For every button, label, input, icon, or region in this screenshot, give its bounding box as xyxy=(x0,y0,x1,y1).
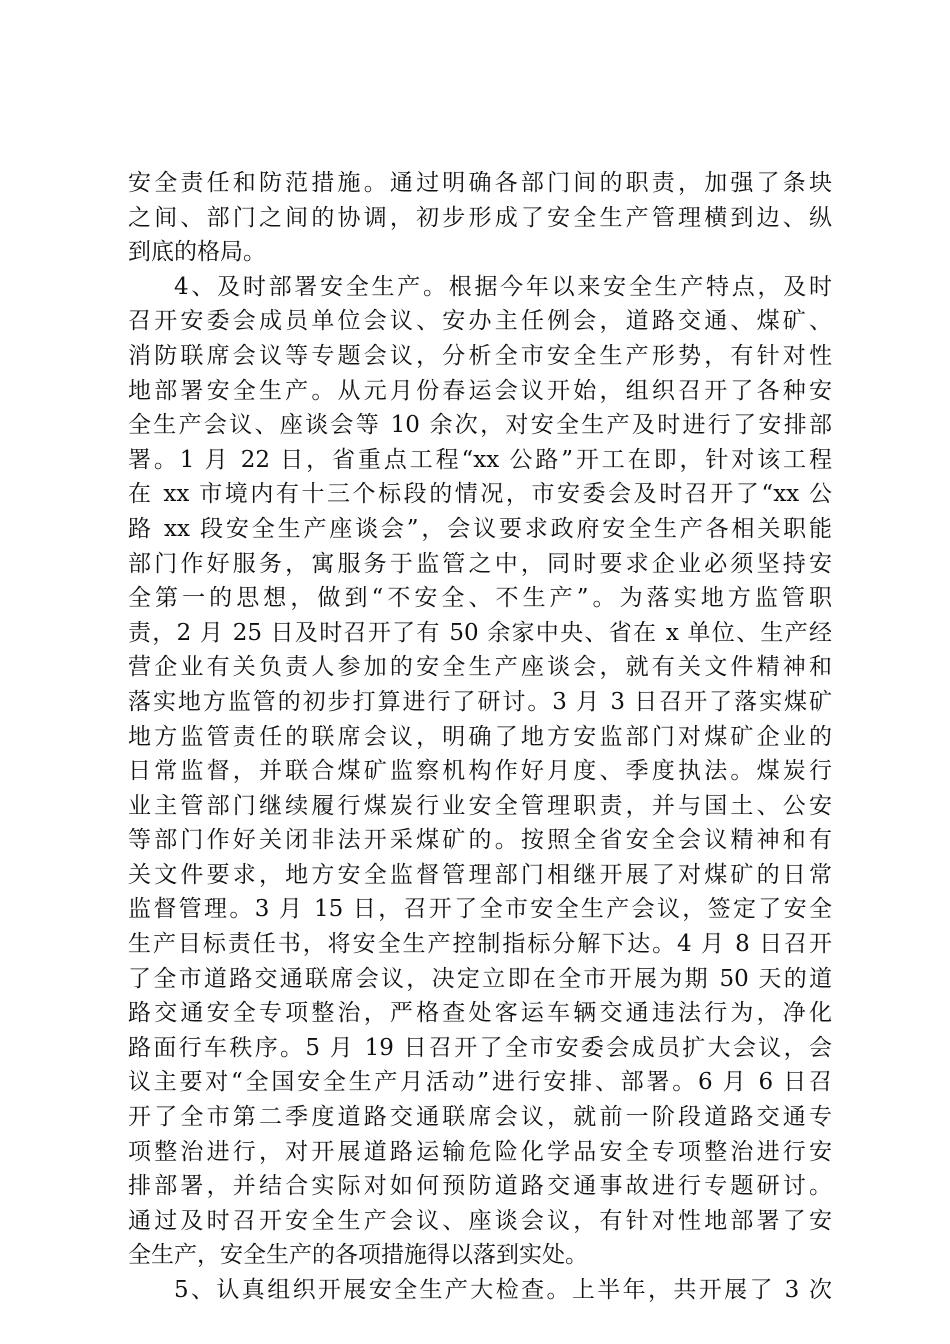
text-line: 地方监管责任的联席会议，明确了地方安监部门对煤矿企业的 xyxy=(128,723,832,750)
text-line: 路交通安全专项整治，严格查处客运车辆交通违法行为，净化 xyxy=(128,1000,832,1027)
paragraph xyxy=(128,1273,832,1308)
document-page xyxy=(128,166,832,1308)
text-line: 路面行车秩序。5 月 19 日召开了全市安委会成员扩大会议，会 xyxy=(128,1034,832,1061)
text-line: 全生产会议、座谈会等 10 余次，对安全生产及时进行了安排部 xyxy=(128,412,832,439)
text-line: 开了全市第二季度道路交通联席会议，就前一阶段道路交通专 xyxy=(128,1104,832,1131)
text-line: 部门作好服务，寓服务于监管之中，同时要求企业必须坚持安 xyxy=(128,550,832,577)
text-line: 日常监督，并联合煤矿监察机构作好月度、季度执法。煤炭行 xyxy=(128,758,832,785)
text-line: 安全责任和防范措施。通过明确各部门间的职责，加强了条块 xyxy=(128,170,832,196)
text-line: 全第一的思想，做到“不安全、不生产”。为落实地方监管职 xyxy=(128,585,832,612)
text-line: 到底的格局。 xyxy=(128,239,266,266)
text-line: 地部署安全生产。从元月份春运会议开始，组织召开了各种安 xyxy=(128,377,832,404)
text-line: 了全市道路交通联席会议，决定立即在全市开展为期 50 天的道 xyxy=(128,965,832,992)
paragraph xyxy=(128,270,832,1273)
text-line: 4、及时部署安全生产。根据今年以来安全生产特点，及时 xyxy=(174,273,832,300)
text-line: 落实地方监管的初步打算进行了研讨。3 月 3 日召开了落实煤矿 xyxy=(128,688,832,715)
text-line: 议主要对“全国安全生产月活动”进行安排、部署。6 月 6 日召 xyxy=(128,1069,832,1096)
text-line: 消防联席会议等专题会议，分析全市安全生产形势，有针对性 xyxy=(128,342,832,369)
text-line: 排部署，并结合实际对如何预防道路交通事故进行专题研讨。 xyxy=(128,1173,832,1200)
text-line: 等部门作好关闭非法开采煤矿的。按照全省安全会议精神和有 xyxy=(128,827,832,854)
text-line: 在 xx 市境内有十三个标段的情况，市安委会及时召开了“xx 公 xyxy=(128,481,832,508)
text-line: 之间、部门之间的协调，初步形成了安全生产管理横到边、纵 xyxy=(128,204,832,231)
text-line: 责，2 月 25 日及时召开了有 50 余家中央、省在 x 单位、生产经 xyxy=(128,619,832,646)
text-line: 5、认真组织开展安全生产大检查。上半年，共开展了 3 次 xyxy=(174,1277,832,1303)
text-line: 生产目标责任书，将安全生产控制指标分解下达。4 月 8 日召开 xyxy=(128,931,832,958)
text-line: 署。1 月 22 日，省重点工程“xx 公路”开工在即，针对该工程 xyxy=(128,446,832,473)
text-line: 营企业有关负责人参加的安全生产座谈会，就有关文件精神和 xyxy=(128,654,832,681)
text-line: 关文件要求，地方安全监督管理部门相继开展了对煤矿的日常 xyxy=(128,861,832,888)
text-line: 路 xx 段安全生产座谈会”，会议要求政府安全生产各相关职能 xyxy=(128,515,832,542)
text-line: 项整治进行，对开展道路运输危险化学品安全专项整治进行安 xyxy=(128,1138,832,1165)
text-line: 通过及时召开安全生产会议、座谈会议，有针对性地部署了安 xyxy=(128,1207,832,1234)
paragraph xyxy=(128,166,832,270)
text-line: 召开安委会成员单位会议、安办主任例会，道路交通、煤矿、 xyxy=(128,308,832,335)
text-line: 监督管理。3 月 15 日，召开了全市安全生产会议，签定了安全 xyxy=(128,896,832,923)
text-line: 业主管部门继续履行煤炭行业安全管理职责，并与国土、公安 xyxy=(128,792,832,819)
text-line: 全生产，安全生产的各项措施得以落到实处。 xyxy=(128,1242,588,1269)
